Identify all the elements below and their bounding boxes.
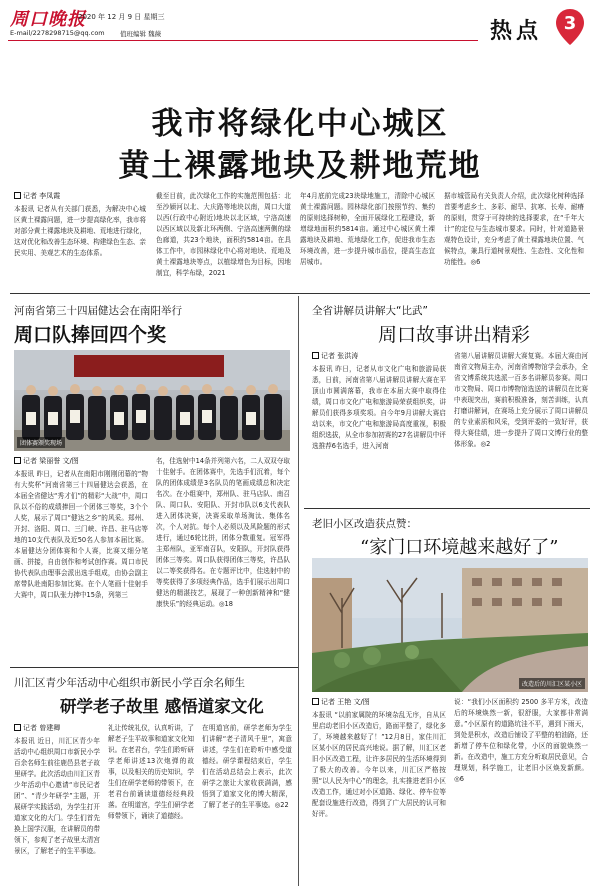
- community-photo-illustration: [312, 558, 588, 692]
- story-column-2: 省第八届讲解员讲解大赛复赛。本届大赛由河南省文物局主办，河南省博物馆学会承办，全省文博系统共选派一百多名讲解员参赛。周口市文物局、周口市博物馆选送的讲解员在比赛中表现突出，赛前积极准备，刻苦训练，认真打磨讲解词，在赛场上充分展示了周口讲解员的专业素质和风采，受到评委的一致好评，获得大赛佳绩，进一步提升了周口文博行业的整体形象。◎2: [454, 352, 588, 448]
- group-photo-illustration: [14, 350, 290, 451]
- section-name: 热点: [490, 18, 543, 44]
- lead-column-2: 截至目前，此次绿化工作的实施范围包括：北至沙颍河以北、大庆路等地块以南，周口大道以西(行政中心附近)地块以北区域，宁洛高速以西区域以及新北环两侧、宁洛高速两侧的绿色廊道，共23个地块，面积约5814亩。在具体工作中，市园林绿化中心将对地块、荒地及黄土裸露地块等点，以植绿增色为目标，因地制宜，科学布绿，2021: [156, 192, 291, 277]
- right-divider: [304, 508, 590, 509]
- story-byline: 记者 张洪涛: [312, 351, 358, 361]
- community-kicker: 老旧小区改造获点赞：: [312, 518, 417, 530]
- community-byline: 记者 王艳 文/图: [312, 697, 370, 707]
- lead-headline-line2: 黄土裸露地块及耕地荒地: [118, 148, 482, 184]
- community-column-1: 本报讯 “以前家属院的环境杂乱无序，自从区里启动老旧小区改造后，路面平整了，绿化多了，环境越来越好了！”12月8日，家住川汇区某小区的居民高兴地说。据了解，川汇区老旧小区改造工程，让许多居民的生活环境得到了极大的改善。今年以来，川汇区严格按照“以人民为中心”的理念，扎实推进老旧小区改造工作，通过对小区道路、绿化、停车位等配套设施进行改造，得到了广大居民的认可和好评。: [312, 711, 446, 818]
- lead-byline: 记者 李凤霞: [14, 191, 60, 201]
- page-number-badge: [555, 8, 585, 46]
- youth-kicker: 川汇区青少年活动中心组织市新民小学百余名师生: [14, 677, 245, 689]
- zhoukou-column-1: 本报讯 昨日，记者从在南阳市刚刚闭幕的“物有大奖杯”河南省第三十四届健达会获悉，在本届全省健达“秀才们”的精彩“大战”中，周口队以不俗的成绩捧回一个团体三等奖，3个个人奖，展示了周口“健达之乡”的风采。郑州、开封、洛阳、周口、三门峡、许昌、驻马店等地的10支代表队及近50名人参加本届比赛。本届健达分团体赛和个人赛，比赛又细分笔画、拼接，自由创作和考试创作赛。周口市民协代表队由理事会派出选手组成，由协会副主席带队赴南阳参加比赛。在个人笔画十佳射手大赛中，周口队张力捧中15条，列第三: [14, 470, 148, 599]
- zhoukou-headline: 周口队捧回四个奖: [14, 324, 167, 346]
- zhoukou-kicker: 河南省第三十四届健达会在南阳举行: [14, 305, 182, 317]
- page-number: 3: [563, 13, 577, 34]
- youth-headline: 研学老子故里 感悟道家文化: [60, 697, 264, 716]
- zhoukou-byline: 记者 梁丽誉 文/图: [14, 456, 79, 466]
- left-divider: [10, 667, 298, 668]
- duty-editor: 值班编辑 魏薇: [120, 30, 162, 38]
- community-photo: [312, 558, 588, 692]
- masthead-rule: [8, 40, 478, 41]
- youth-byline: 记者 曾建卿: [14, 723, 60, 733]
- community-photo-caption: 改造后的川汇区某小区: [519, 678, 585, 689]
- youth-column-1: 本报讯 近日，川汇区青少年活动中心组织周口市新民小学百余名师生前往鹿邑县老子故里研学。此次活动由川汇区青少年活动中心邀请“市民记者团”、“青少年研学”主题，开展研学实践活动，为学生打开道家文化的大门。学生们首先换上国学汉服，在讲解员的带领下，参观了老子故里太清宫景区，了解老子的生平事迹。: [14, 737, 100, 855]
- lead-headline-line1: 我市将绿化中心城区: [151, 106, 449, 142]
- story-kicker: 全省讲解员讲解大“比武”: [312, 305, 428, 317]
- newspaper-logo: 周口晚报: [10, 9, 86, 30]
- column-separator: [298, 296, 299, 886]
- lead-column-3: 年4月底前完成23块绿地施工，清除中心城区黄土裸露问题。园林绿化部门按照节约、集约的原则选择树种，全面开展绿化工程建设，新增绿地面积约5814亩。通过中心城区黄土裸露地块及耕地、荒地绿化工作，促进我市生态环境改善，进一步提升城市品位，提高生态宜居城市。: [300, 192, 435, 266]
- lead-column-1: 本报讯 记者从有关部门获悉，为解决中心城区黄土裸露问题，进一步提高绿化率，我市将对部分黄土裸露地块及耕地、荒地进行绿化，这对优化和改善生态环境、构建绿色生态、亲民实用、美观艺术的生态体系。: [14, 205, 146, 257]
- section-divider: [10, 293, 590, 294]
- zhoukou-photo-caption: 团体赛颁奖现场: [17, 437, 65, 448]
- issue-date: 2020 年 12 月 9 日 星期三: [78, 13, 165, 21]
- youth-column-2: 礼让传统礼仪，认真听讲，了解老子生平故事和道家文化知识。在老君台，学生们聆听研学老师讲述13次炮弹的故事，以及相关的历史知识，学生们在研学老师的带领下，在老君台前诵读道德经经典段落。在明道宫，学生们研学老师带领下，诵读了道德经。: [108, 724, 194, 820]
- contact-email: E-mail/2278298715@qq.com: [10, 29, 105, 37]
- zhoukou-column-2: 名，佳选射中14条并列第六名，二人双双夺取十佳射手。在团体赛中，先选手们沉着，每个队的团体成绩是3名队员的笔画成绩总和决定名次。在小组赛中，郑州队、驻马店队、南召队、周口队、安阳队、开封市队以6支代表队进入团体决赛，决赛采取单场淘汰、集体名次，个人对抗。每个人必须以及风险题的形式进行，通过6轮比拼，团体分数重复。冠军得主郑州队，亚军南召队，安阳队，开封队获得团体三等奖。周口队获得团体三等奖，许昌队以二等奖获得名。在专题评比中，佳选射中的等奖获得了多项经典作品，选手们展示出周口健达的精湛技艺，展现了一种创新精神和“健康快乐”的经典运动。◎18: [156, 457, 290, 608]
- story-headline: 周口故事讲出精彩: [378, 324, 531, 346]
- lead-column-4: 据市城管局有关负责人介绍，此次绿化树种选择首要考虑乡土、多彩、耐旱、抗寒、长寿、耐瘠的原则，贯穿于可持续的选择要求，在“千年大计”的定位与生态城市要求。同时，针对道路景观特色设计，充分考虑了黄土裸露地块位置、气候特点，兼具行道树景观性、生态性、文化性和功能性。◎6: [444, 192, 584, 266]
- community-column-2: 说：“我们小区面积约 2500 多平方米，改造后的环境焕然一新，很舒服，大家都非常满意。”小区原有的道路坑洼不平，遇到下雨天，到处是积水，改造后铺设了平整的柏油路，还新增了停车位和绿化带，小区的面貌焕然一新。在改造中，施工方充分听取居民意见，合理规划，科学施工，让老旧小区焕发新颜。◎6: [454, 698, 588, 783]
- youth-column-3: 在明道宫前，研学老师为学生们讲解“老子清风千里”，寓意讲述，学生们在聆听中感受道德经。研学课程结束后，学生们在活动总结会上表示，此次研学之旅让大家收获满满，感悟到了道家文化的博大精深，了解了老子的生平事迹。◎22: [202, 724, 292, 809]
- story-column-1: 本报讯 昨日，记者从市文化广电和旅游局获悉，日前，河南省第八届讲解员讲解大赛在平顶山市圆满落幕，我市在本届大赛中取得佳绩，周口市文化广电和旅游局荣获组织奖，讲解员们获得多项奖项。自今年9月讲解大赛启动以来，市文化广电和旅游局高度重视，积极组织选拔，从全市参加初赛的27名讲解员中评选推荐6名选手，进入河南: [312, 365, 446, 450]
- award-group-photo: [14, 350, 290, 451]
- community-headline: “家门口环境越来越好了”: [360, 537, 559, 558]
